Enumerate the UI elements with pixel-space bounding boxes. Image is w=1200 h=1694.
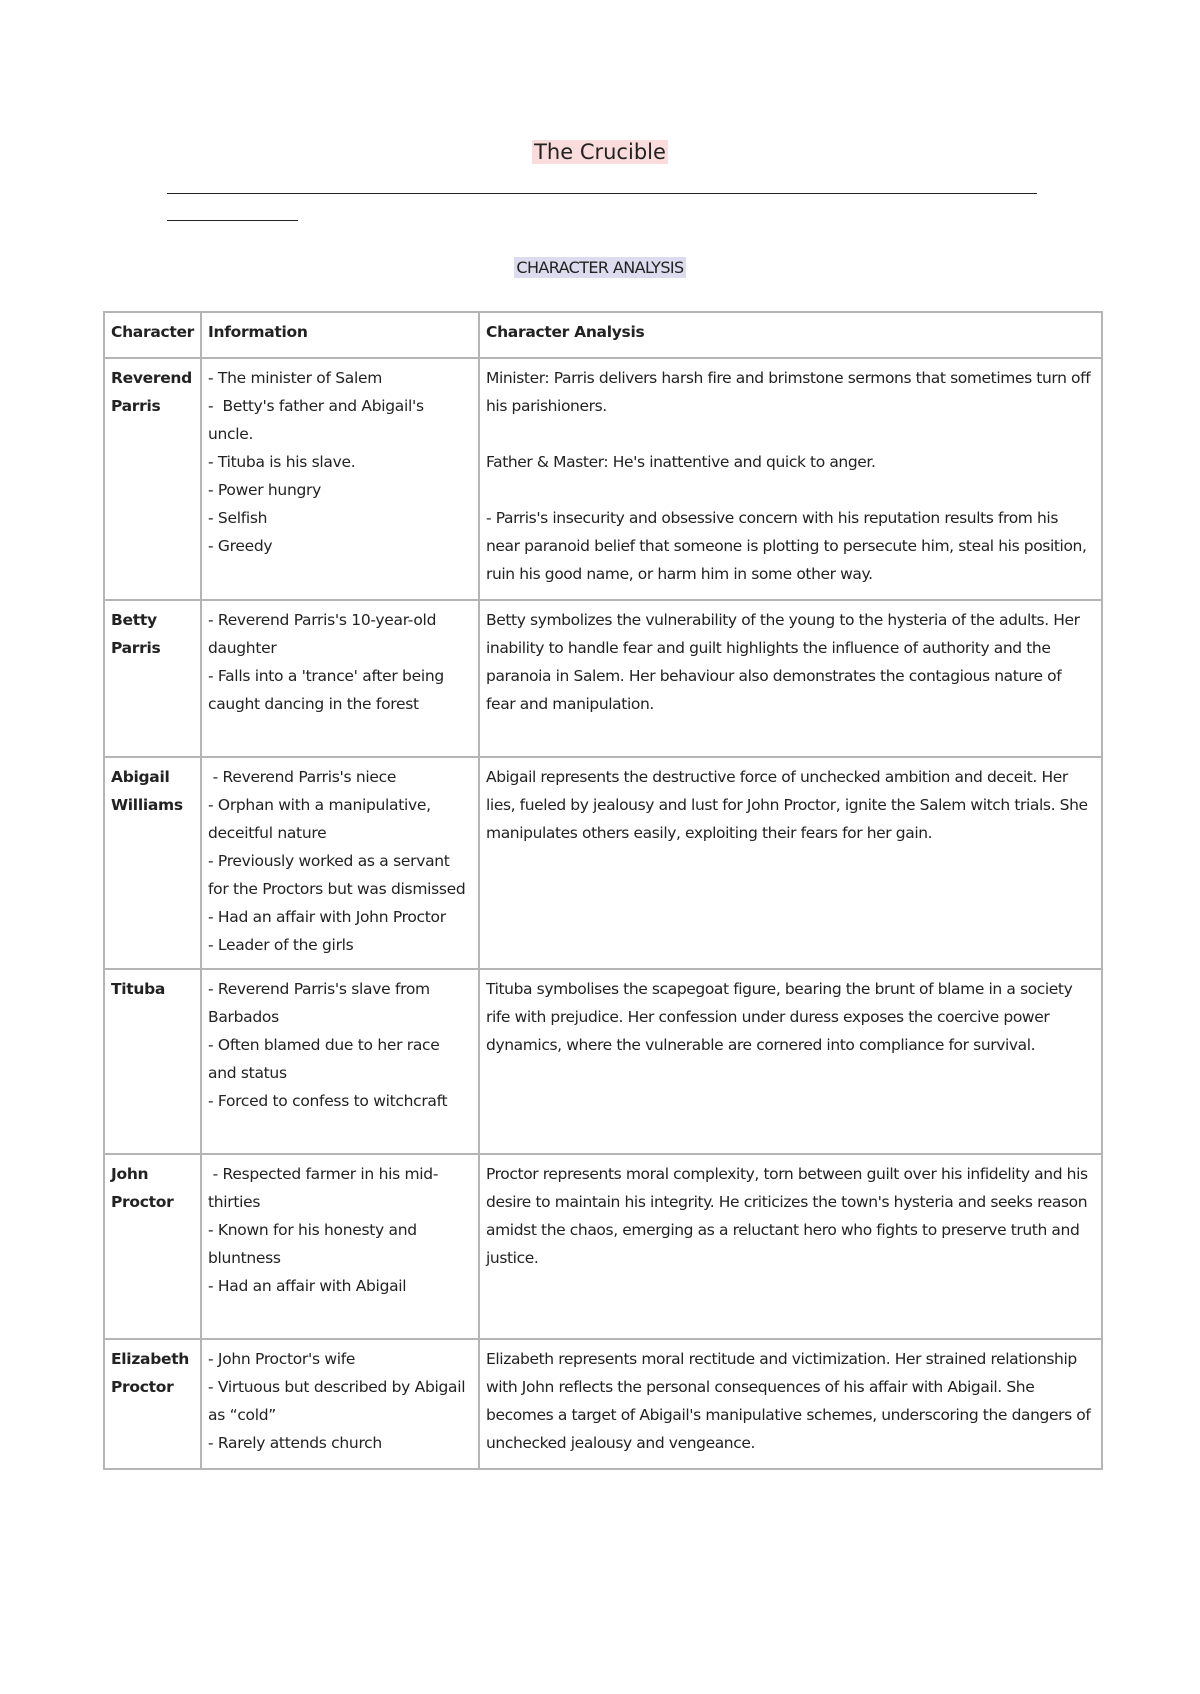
character-analysis: Abigail represents the destructive force of unchecked ambition and deceit. Her lies, fueled by jealousy and lust for John Proctor, ignite the Salem witch trials. She manipulates others easily, exploiting their fears for her gain. [479,757,1102,969]
character-analysis: Tituba symbolises the scapegoat figure, bearing the brunt of blame in a society rife with prejudice. Her confession under duress exposes the coercive power dynamics, where the vulnerable are cornered into compliance for survival. [479,969,1102,1154]
header-character-analysis: Character Analysis [479,312,1102,358]
table-row [104,757,1102,969]
character-name: Betty Parris [104,600,201,757]
character-analysis: Elizabeth represents moral rectitude and victimization. Her strained relationship with John reflects the personal consequences of his affair with Abigail. She becomes a target of Abigail's manipulative schemes, underscoring the dangers of unchecked jealousy and vengeance. [479,1339,1102,1469]
section-heading-text: CHARACTER ANALYSIS [516,258,684,277]
table-row [104,1154,1102,1339]
title-text: The Crucible [534,140,666,164]
table-header-row [104,312,1102,358]
character-information: - Reverend Parris's niece - Orphan with a manipulative, deceitful nature - Previously worked as a servant for the Proctors but was dismissed - Had an affair with John Proctor - Leader of the girls [201,757,479,969]
table-row [104,969,1102,1154]
character-information: - John Proctor's wife - Virtuous but described by Abigail as “cold” - Rarely attends church [201,1339,479,1469]
character-information: - Reverend Parris's 10-year-old daughter - Falls into a 'trance' after being caught dancing in the forest [201,600,479,757]
character-analysis: Minister: Parris delivers harsh fire and brimstone sermons that sometimes turn off his parishioners. Father & Master: He's inattentive and quick to anger. - Parris's insecurity and obsessive concern with his reputation results from his near paranoid belief that someone is plotting to persecute him, steal his position, ruin his good name, or harm him in some other way. [479,358,1102,600]
character-name: John Proctor [104,1154,201,1339]
character-analysis-table [103,311,1103,1470]
table-row [104,600,1102,757]
character-information: - The minister of Salem - Betty's father and Abigail's uncle. - Tituba is his slave. - Power hungry - Selfish - Greedy [201,358,479,600]
table-row [104,358,1102,600]
character-information: - Reverend Parris's slave from Barbados - Often blamed due to her race and status - Forced to confess to witchcraft [201,969,479,1154]
header-character: Character [104,312,201,358]
table-row [104,1339,1102,1469]
character-analysis: Betty symbolizes the vulnerability of the young to the hysteria of the adults. Her inability to handle fear and guilt highlights the influence of authority and the paranoia in Salem. Her behaviour also demonstrates the contagious nature of fear and manipulation. [479,600,1102,757]
title-underline [167,193,1037,194]
character-name: Tituba [104,969,201,1154]
character-name: Abigail Williams [104,757,201,969]
section-heading [0,257,1200,279]
character-analysis: Proctor represents moral complexity, torn between guilt over his infidelity and his desire to maintain his integrity. He criticizes the town's hysteria and seeks reason amidst the chaos, emerging as a reluctant hero who fights to preserve truth and justice. [479,1154,1102,1339]
header-information: Information [201,312,479,358]
title-underline-short [167,220,298,221]
character-name: Reverend Parris [104,358,201,600]
character-information: - Respected farmer in his mid-thirties - Known for his honesty and bluntness - Had an affair with Abigail [201,1154,479,1339]
character-name: Elizabeth Proctor [104,1339,201,1469]
document-title [0,139,1200,165]
